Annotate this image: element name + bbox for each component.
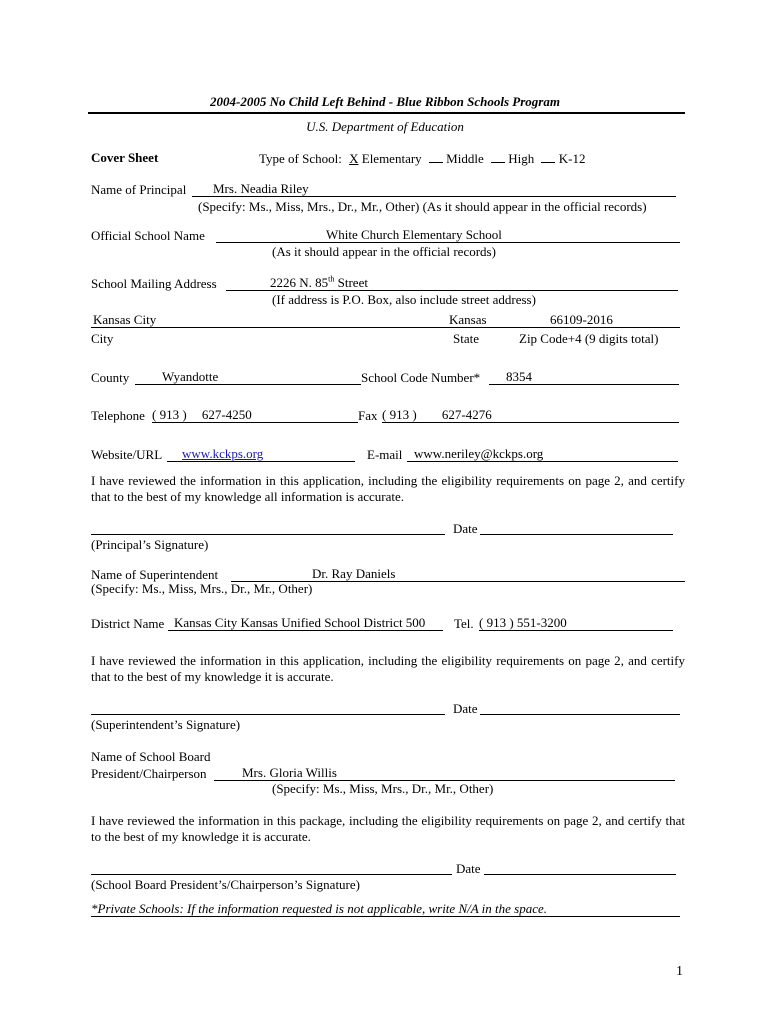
district-tel-value: ( 913 ) 551-3200 xyxy=(479,615,567,630)
zip-value: 66109-2016 xyxy=(550,312,613,327)
email-value: www.neriley@kckps.org xyxy=(414,446,544,461)
page-number: 1 xyxy=(676,964,683,979)
board-president-value: Mrs. Gloria Willis xyxy=(242,765,337,780)
school-type-row xyxy=(259,150,585,167)
superintendent-value: Dr. Ray Daniels xyxy=(312,566,396,581)
telephone-area: ( 913 ) xyxy=(152,407,187,422)
board-hint: (Specify: Ms., Miss, Mrs., Dr., Mr., Other) xyxy=(272,781,494,796)
website-label: Website/URL xyxy=(91,447,163,462)
superintendent-date-line[interactable] xyxy=(480,714,680,715)
school-name-label: Official School Name xyxy=(91,228,205,243)
superintendent-hint: (Specify: Ms., Miss, Mrs., Dr., Mr., Other) xyxy=(91,581,313,596)
principal-signature-line[interactable] xyxy=(91,534,445,535)
board-date-label: Date xyxy=(456,861,481,876)
website-link[interactable]: www.kckps.org xyxy=(182,446,264,461)
school-name-field[interactable] xyxy=(216,227,680,243)
website-field[interactable] xyxy=(167,446,355,462)
principal-name-field[interactable] xyxy=(192,181,676,197)
board-label-line1: Name of School Board xyxy=(91,749,211,764)
form-title: 2004-2005 No Child Left Behind - Blue Ribbon Schools Program xyxy=(210,94,560,109)
superintendent-signature-label: (Superintendent’s Signature) xyxy=(91,717,241,732)
board-date-line[interactable] xyxy=(484,874,676,875)
principal-hint: (Specify: Ms., Miss, Mrs., Dr., Mr., Other) (As it should appear in the official records) xyxy=(198,199,647,214)
opt-middle: Middle xyxy=(446,151,484,166)
elementary-checkmark[interactable]: X xyxy=(349,151,359,166)
superintendent-signature-line[interactable] xyxy=(91,714,445,715)
board-certification: I have reviewed the information in this package, including the eligibility requirements on page 2, and certify that to the best of my knowledge it is accurate. xyxy=(91,813,685,844)
school-code-label: School Code Number* xyxy=(361,370,481,385)
principal-name-value: Mrs. Neadia Riley xyxy=(213,181,309,196)
county-value: Wyandotte xyxy=(162,369,219,384)
opt-elementary: Elementary xyxy=(361,151,422,166)
fax-field[interactable] xyxy=(382,407,679,423)
superintendent-date-label: Date xyxy=(453,701,478,716)
principal-date-label: Date xyxy=(453,521,478,536)
principal-certification: I have reviewed the information in this application, including the eligibility requirements on page 2, and certify that to the best of my knowledge all information is accurate. xyxy=(91,473,685,504)
superintendent-certification: I have reviewed the information in this application, including the eligibility requirements on page 2, and certify that to the best of my knowledge it is accurate. xyxy=(91,653,685,684)
city-label: City xyxy=(91,331,114,346)
street-value: 2226 N. 85th Street xyxy=(270,274,368,290)
state-label: State xyxy=(453,331,479,346)
board-signature-line[interactable] xyxy=(91,874,452,875)
fax-area: ( 913 ) xyxy=(382,407,417,422)
district-tel-field[interactable] xyxy=(479,615,673,631)
k12-blank[interactable] xyxy=(541,150,555,163)
district-tel-label: Tel. xyxy=(454,616,474,631)
school-type-label: Type of School: xyxy=(259,151,342,166)
middle-blank[interactable] xyxy=(429,150,443,163)
county-label: County xyxy=(91,370,130,385)
superintendent-label: Name of Superintendent xyxy=(91,567,219,582)
telephone-field[interactable] xyxy=(152,407,358,423)
county-field[interactable] xyxy=(135,369,361,385)
school-name-hint: (As it should appear in the official records) xyxy=(272,244,496,259)
district-value: Kansas City Kansas Unified School District 500 xyxy=(174,615,426,630)
street-field[interactable] xyxy=(226,275,678,291)
board-label-line2: President/Chairperson xyxy=(91,766,207,781)
state-value: Kansas xyxy=(449,312,487,327)
fax-label: Fax xyxy=(358,408,378,423)
email-label: E-mail xyxy=(367,447,403,462)
principal-date-line[interactable] xyxy=(480,534,673,535)
school-name-value: White Church Elementary School xyxy=(326,227,502,242)
board-president-field[interactable] xyxy=(214,765,675,781)
address-hint: (If address is P.O. Box, also include street address) xyxy=(272,292,536,307)
school-code-value: 8354 xyxy=(506,369,532,384)
private-schools-footnote xyxy=(91,901,680,917)
email-field[interactable] xyxy=(407,446,678,462)
principal-signature-label: (Principal’s Signature) xyxy=(91,537,209,552)
principal-label: Name of Principal xyxy=(91,182,187,197)
header-rule xyxy=(88,112,685,114)
district-field[interactable] xyxy=(168,615,443,631)
opt-high: High xyxy=(508,151,535,166)
address-label: School Mailing Address xyxy=(91,276,217,291)
telephone-label: Telephone xyxy=(91,408,145,423)
city-value: Kansas City xyxy=(93,312,157,327)
school-code-field[interactable] xyxy=(489,369,679,385)
district-label: District Name xyxy=(91,616,165,631)
telephone-number: 627-4250 xyxy=(201,407,252,422)
department-name: U.S. Department of Education xyxy=(306,119,464,134)
city-state-zip-field[interactable] xyxy=(91,312,680,328)
cover-sheet-label: Cover Sheet xyxy=(91,150,159,165)
superintendent-field[interactable] xyxy=(231,566,685,582)
fax-number: 627-4276 xyxy=(441,407,492,422)
board-signature-label: (School Board President’s/Chairperson’s Signature) xyxy=(91,877,360,892)
opt-k12: K-12 xyxy=(558,151,586,166)
footnote-text: *Private Schools: If the information requested is not applicable, write N/A in the space. xyxy=(91,901,548,916)
zip-label: Zip Code+4 (9 digits total) xyxy=(519,331,659,346)
high-blank[interactable] xyxy=(491,150,505,163)
